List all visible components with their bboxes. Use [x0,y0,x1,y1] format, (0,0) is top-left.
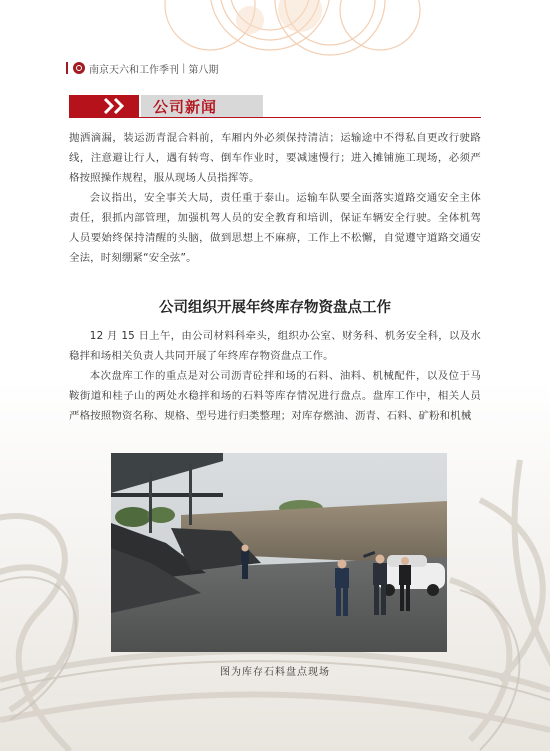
company-logo-icon [73,62,85,74]
article-body [69,326,481,426]
banner-red-block [69,95,95,117]
stockpile-photo [111,453,447,652]
running-header [66,60,218,76]
intro-text [69,128,481,268]
article-title: 公司组织开展年终库存物资盘点工作 [159,299,391,316]
chevron-icon [95,95,139,117]
article-paragraph: 本次盘库工作的重点是对公司沥青砼拌和场的石料、油料、机械配件，以及位于马鞍街道和桂子山的两处水稳拌和场的石料等库存情况进行盘点。盘库工作中，相关人员严格按照物资名称、规格、型号进行归类整理；对库存燃油、沥青、石料、矿粉和机械 [69,370,481,422]
banner-rule [69,117,481,118]
publication-name: 南京天六和工作季刊 [89,64,179,76]
intro-paragraph: 会议指出，安全事关大局，责任重于泰山。运输车队要全面落实道路交通安全主体责任，狠抓内部管理，加强机驾人员的安全教育和培训，保证车辆安全行驶。全体机驾人员要始终保持清醒的头脑，做到思想上不麻痹，工作上不松懈，自觉遵守道路交通安全法，时刻绷紧“安全弦”。 [69,192,481,264]
intro-paragraph: 抛洒滴漏，装运沥青混合料前，车厢内外必须保持清洁；运输途中不得私自更改行驶路线，注意避让行人，遇有转弯、倒车作业时，要减速慢行；进入摊铺施工现场，必须严格按照操作规程，服从现场人员指挥等。 [69,132,481,184]
header-accent-mark [66,62,68,74]
photo-caption: 图为库存石料盘点现场 [220,667,330,678]
header-separator: | [182,62,186,74]
section-title: 公司新闻 [153,98,218,116]
article-paragraph: 12 月 15 日上午，由公司材料科牵头，组织办公室、财务科、机务安全科，以及水稳拌和场相关负责人共同开展了年终库存物资盘点工作。 [69,330,481,362]
issue-number: 第八期 [188,64,219,76]
section-banner [69,95,481,117]
header-swirl-decoration [0,0,550,60]
